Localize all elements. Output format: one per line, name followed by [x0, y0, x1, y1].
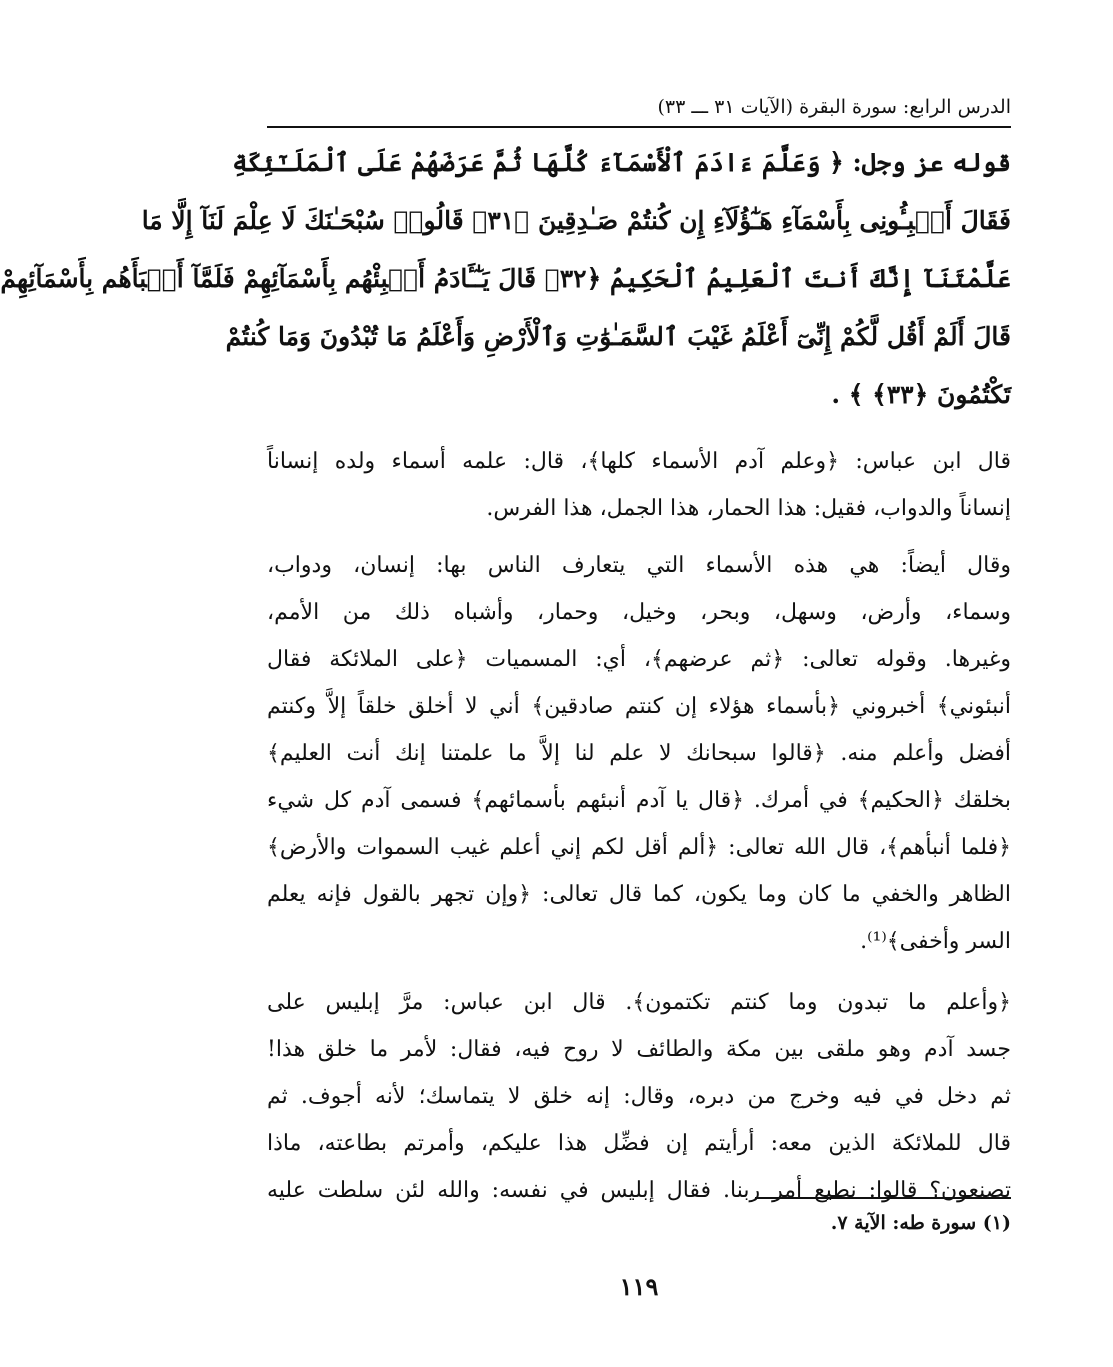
- header-rule: [267, 126, 1011, 128]
- verse-line: قوله عز وجل: ﴿ وَعَلَّمَ ءَادَمَ ٱلْأَسْمَآءَ كُلَّهَا ثُمَّ عَرَضَهُمْ عَلَى ٱلْمَلَـٰٓئِكَةِ: [232, 148, 1011, 177]
- footnote-rule: [755, 1197, 1011, 1199]
- paragraph-ibn-abbas: [267, 438, 1011, 532]
- text-line: أنبئوني﴾ أخبروني ﴿بأسماء هؤلاء إن كنتم صادقين﴾ أني لا أخلق خلقاً إلاَّ وكنتم: [267, 694, 1011, 719]
- text-line: جسد آدم وهو ملقى بين مكة والطائف لا روح فيه، فقال: لأمر ما خلق هذا!: [267, 1037, 1011, 1062]
- verse-line: عَلَّمْتَنَآ إِنَّكَ أَنتَ ٱلْعَلِيمُ ٱلْحَكِيمُ ﴿٣٢﴾ قَالَ يَـٰٓـَٔادَمُ أَنۢبِئْهُم بِأَسْمَآئِهِمْ فَلَمَّآ أَنۢبَأَهُم بِأَسْمَآئِهِمْ: [0, 264, 1011, 293]
- text-line: قال للملائكة الذين معه: أرأيتم إن فضِّل هذا عليكم، وأمرتم بطاعته، ماذا: [267, 1131, 1011, 1156]
- paragraph-iblis: [267, 979, 1011, 1214]
- page-number: ١١٩: [619, 1272, 659, 1301]
- text-line: وقال أيضاً: هي هذه الأسماء التي يتعارف الناس بها: إنسان، ودواب،: [267, 553, 1011, 578]
- text-line: وسماء، وأرض، وسهل، وبحر، وخيل، وحمار، وأشباه ذلك من الأمم،: [267, 600, 1011, 625]
- footnote: (١) سورة طه: الآية ٧.: [830, 1212, 1011, 1234]
- text-line: إنساناً والدواب، فقيل: هذا الحمار، هذا الجمل، هذا الفرس.: [486, 496, 1011, 521]
- page-body: [0, 132, 1011, 1214]
- quran-verse-block: [0, 134, 1011, 424]
- running-header: الدرس الرابع: سورة البقرة (الآيات ٣١ ـــ ٣٣): [657, 96, 1011, 118]
- text-line: قال ابن عباس: ﴿وعلم آدم الأسماء كلها﴾، قال: علمه أسماء ولده إنساناً: [267, 449, 1011, 474]
- text-line: أفضل وأعلم منه. ﴿قالوا سبحانك لا علم لنا إلاَّ ما علمتنا إنك أنت العليم﴾: [267, 741, 1011, 766]
- text-line: ﴿وأعلم ما تبدون وما كنتم تكتمون﴾. قال ابن عباس: مرَّ إبليس على: [267, 990, 1011, 1015]
- text-line: بخلقك ﴿الحكيم﴾ في أمرك. ﴿قال يا آدم أنبئهم بأسمائهم﴾ فسمى آدم كل شيء: [267, 788, 1011, 813]
- verse-line: تَكْتُمُونَ ﴿٣٣﴾ ﴾ .: [831, 380, 1011, 409]
- paragraph-also-said: [267, 542, 1011, 965]
- text-line: السر وأخفى﴾⁽¹⁾.: [860, 929, 1011, 954]
- text-line: الظاهر والخفي ما كان وما يكون، كما قال تعالى: ﴿وإن تجهر بالقول فإنه يعلم: [267, 882, 1011, 907]
- text-line: تصنعون؟ قالوا: نطيع أمر ربنا. فقال إبليس في نفسه: والله لئن سلطت عليه: [267, 1178, 1011, 1203]
- text-line: وغيرها. وقوله تعالى: ﴿ثم عرضهم﴾، أي: المسميات ﴿على الملائكة فقال: [267, 647, 1011, 672]
- verse-line: قَالَ أَلَمْ أَقُل لَّكُمْ إِنِّىٓ أَعْلَمُ غَيْبَ ٱلسَّمَـٰوَٰتِ وَٱلْأَرْضِ وَأَعْلَمُ مَا تُبْدُونَ وَمَا كُنتُمْ: [225, 322, 1011, 351]
- verse-line: فَقَالَ أَنۢبِـُٔونِى بِأَسْمَآءِ هَـٰٓؤُلَآءِ إِن كُنتُمْ صَـٰدِقِينَ ﴿٣١﴾ قَالُوا۟ سُبْحَـٰنَكَ لَا عِلْمَ لَنَآ إِلَّا مَا: [141, 206, 1011, 235]
- text-line: ﴿فلما أنبأهم﴾، قال الله تعالى: ﴿ألم أقل لكم إني أعلم غيب السموات والأرض﴾: [267, 835, 1011, 860]
- text-line: ثم دخل في فيه وخرج من دبره، وقال: إنه خلق لا يتماسك؛ لأنه أجوف. ثم: [267, 1084, 1011, 1109]
